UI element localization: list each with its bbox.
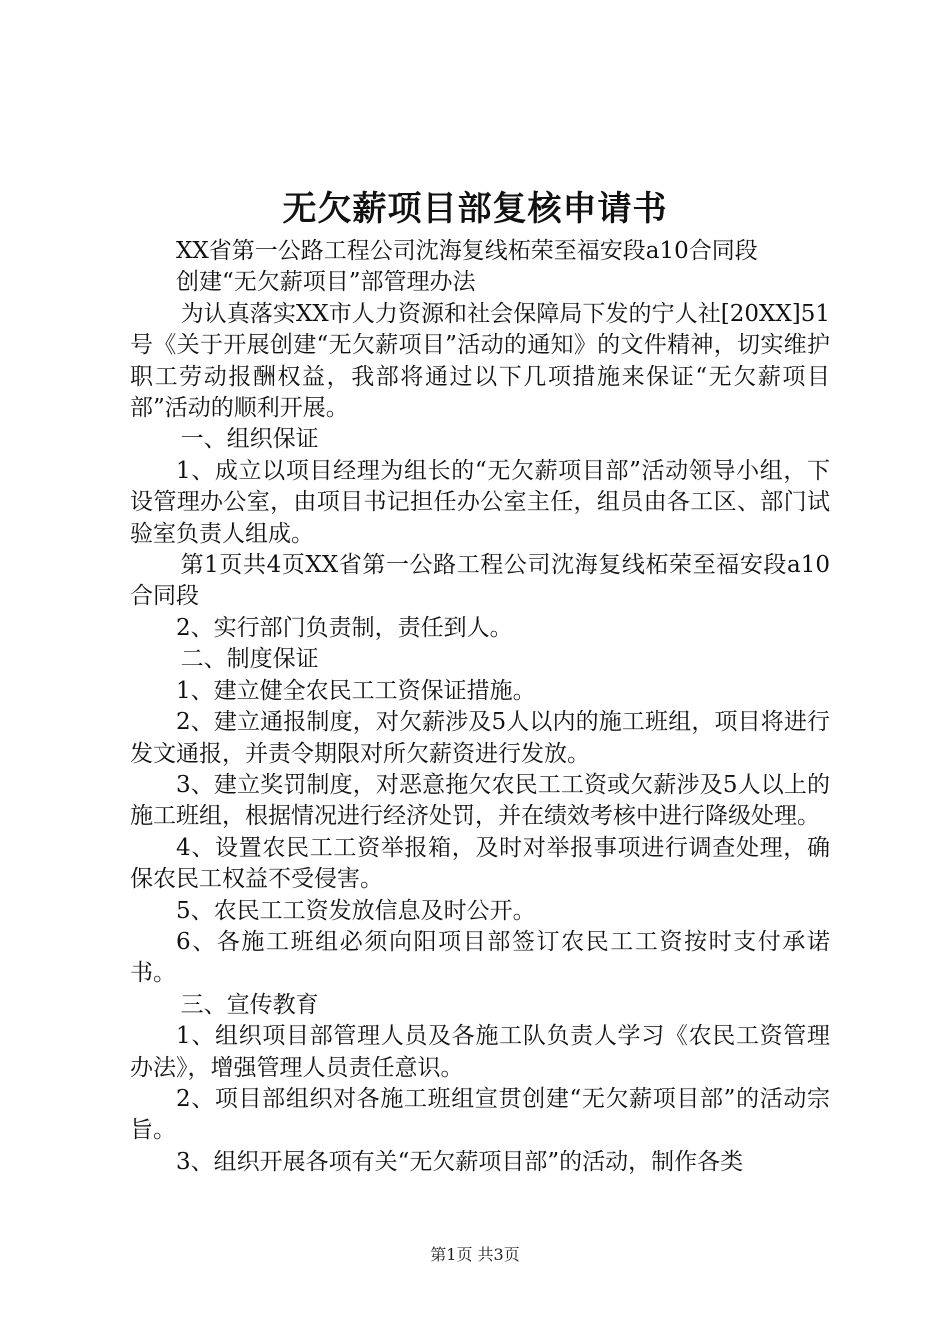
paragraph: 2、项目部组织对各施工班组宣贯创建“无欠薪项目部”的活动宗旨。 [130, 1085, 830, 1144]
paragraph: 第1页共4页XX省第一公路工程公司沈海复线柘荣至福安段a10合同段 [130, 552, 830, 610]
paragraph: 5、农民工工资发放信息及时公开。 [176, 897, 536, 924]
paragraph: 3、组织开展各项有关“无欠薪项目部”的活动，制作各类 [176, 1148, 744, 1175]
paragraph: 1、成立以项目经理为组长的“无欠薪项目部”活动领导小组，下设管理办公室，由项目书记担任办公室主任，组员由各工区、部门试验室负责人组成。 [130, 457, 830, 547]
paragraph: 3、建立奖罚制度，对恶意拖欠农民工工资或欠薪涉及5人以上的施工班组，根据情况进行经济处罚，并在绩效考核中进行降级处理。 [130, 771, 830, 830]
section-heading: 二、制度保证 [180, 646, 319, 673]
page-footer: 第1页 共3页 [430, 1245, 520, 1264]
paragraph: 2、实行部门负责制，责任到人。 [176, 614, 513, 641]
paragraph: 2、建立通报制度，对欠薪涉及5人以内的施工班组，项目将进行发文通报，并责令期限对所欠薪资进行发放。 [130, 709, 830, 767]
section-heading: 一、组织保证 [180, 426, 319, 453]
section-heading: 三、宣传教育 [180, 991, 319, 1018]
document-body [130, 236, 830, 1178]
paragraph: 创建“无欠薪项目”部管理办法 [176, 269, 476, 296]
document-title: 无欠薪项目部复核申请书 [282, 189, 668, 229]
paragraph: 4、设置农民工工资举报箱，及时对举报事项进行调查处理，确保农民工权益不受侵害。 [130, 834, 830, 893]
paragraph: 为认真落实XX市人力资源和社会保障局下发的宁人社[20XX]51号《关于开展创建“无欠薪项目”活动的通知》的文件精神，切实维护职工劳动报酬权益，我部将通过以下几项措施来保证“无欠薪项目部”活动的顺利开展。 [130, 300, 830, 422]
paragraph: 6、各施工班组必须向阳项目部签订农民工工资按时支付承诺书。 [130, 928, 830, 987]
paragraph: 1、建立健全农民工工资保证措施。 [176, 677, 536, 704]
paragraph: XX省第一公路工程公司沈海复线柘荣至福安段a10合同段 [176, 238, 758, 264]
paragraph: 1、组织项目部管理人员及各施工队负责人学习《农民工资管理办法》，增强管理人员责任意识。 [130, 1023, 830, 1081]
